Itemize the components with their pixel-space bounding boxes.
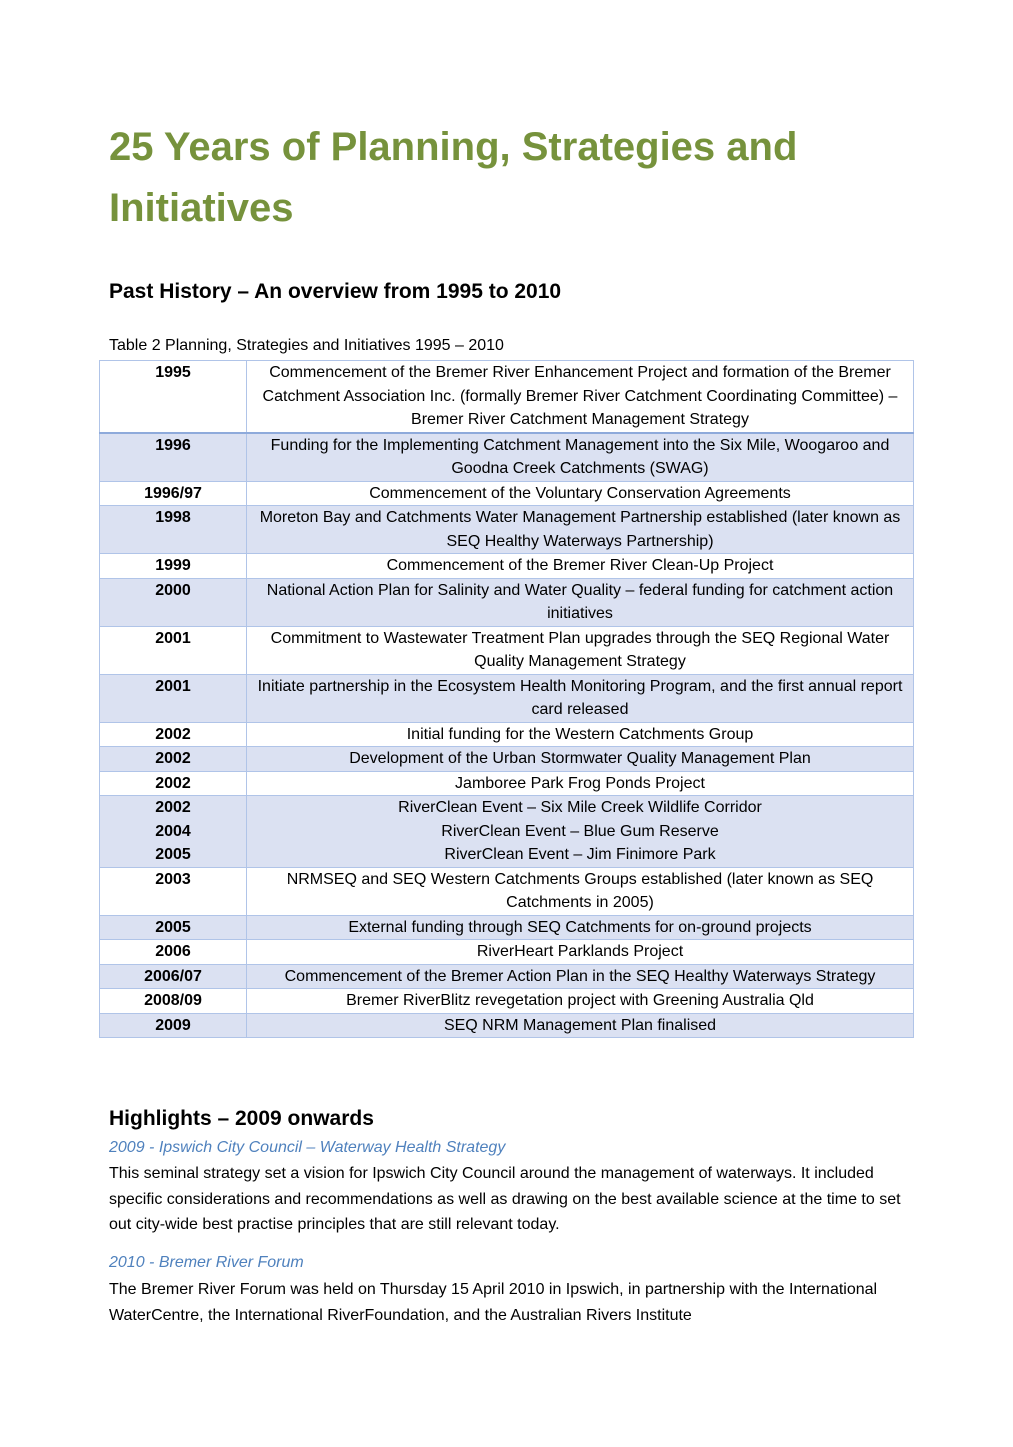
description-cell xyxy=(247,796,914,868)
description-cell xyxy=(247,867,914,915)
table-row xyxy=(100,747,914,772)
highlight-subheading: 2010 - Bremer River Forum xyxy=(109,1254,304,1271)
year-text: 2001 xyxy=(155,677,191,695)
year-text: 2005 xyxy=(155,846,191,863)
description-cell xyxy=(247,747,914,772)
year-text: 2002 xyxy=(155,774,191,792)
description-text: Bremer RiverBlitz revegetation project with Greening Australia Qld xyxy=(346,992,814,1009)
year-cell xyxy=(100,1013,247,1038)
year-cell xyxy=(100,747,247,772)
description-text: Jamboree Park Frog Ponds Project xyxy=(455,774,705,792)
year-text: 2005 xyxy=(155,918,191,936)
highlight-paragraph: This seminal strategy set a vision for Ipswich City Council around the management of waterways. It included specific considerations and recommendations as well as drawing on the best available science at the time to set out city-wide best practise principles that are still relevant today. xyxy=(109,1165,901,1233)
description-cell xyxy=(247,481,914,506)
year-cell xyxy=(100,554,247,579)
table-row xyxy=(100,940,914,965)
table-row xyxy=(100,1013,914,1038)
description-text: Commencement of the Voluntary Conservation Agreements xyxy=(369,484,791,502)
description-text: National Action Plan for Salinity and Water Quality – federal funding for catchment action initiatives xyxy=(266,581,894,622)
table-caption: Table 2 Planning, Strategies and Initiatives 1995 – 2010 xyxy=(109,337,504,354)
year-text: 1999 xyxy=(155,557,191,574)
description-cell xyxy=(247,940,914,965)
table-row xyxy=(100,867,914,915)
description-cell xyxy=(247,989,914,1014)
table-row xyxy=(100,989,914,1014)
highlight-subheading: 2009 - Ipswich City Council – Waterway Health Strategy xyxy=(109,1139,506,1156)
description-text: Commencement of the Bremer Action Plan in the SEQ Healthy Waterways Strategy xyxy=(284,967,876,985)
description-text: Moreton Bay and Catchments Water Management Partnership established (later known as SEQ Healthy Waterways Partnership) xyxy=(259,509,901,550)
highlights-heading: Highlights – 2009 onwards xyxy=(109,1107,374,1130)
table-row xyxy=(100,722,914,747)
description-text: RiverClean Event – Blue Gum Reserve xyxy=(441,822,719,840)
year-cell xyxy=(100,626,247,674)
year-cell xyxy=(100,361,247,433)
year-text: 1998 xyxy=(155,509,191,526)
table-row xyxy=(100,481,914,506)
year-cell xyxy=(100,578,247,626)
year-text: 1996/97 xyxy=(144,484,202,502)
table-row xyxy=(100,915,914,940)
description-cell xyxy=(247,578,914,626)
description-cell xyxy=(247,915,914,940)
year-cell xyxy=(100,481,247,506)
table-row xyxy=(100,506,914,554)
description-text: RiverClean Event – Six Mile Creek Wildlife Corridor xyxy=(398,799,762,816)
description-text: Initial funding for the Western Catchments Group xyxy=(406,725,754,743)
year-text: 2004 xyxy=(155,822,191,840)
year-text: 2002 xyxy=(155,750,191,767)
year-text: 2002 xyxy=(155,799,191,816)
year-cell xyxy=(100,989,247,1014)
description-text: SEQ NRM Management Plan finalised xyxy=(443,1016,717,1034)
table-row xyxy=(100,674,914,722)
table-row xyxy=(100,626,914,674)
year-cell xyxy=(100,506,247,554)
description-text: Commencement of the Bremer River Enhancement Project and formation of the Bremer Catchment Association Inc. (formally Bremer River Catchment Coordinating Committee) – Bremer River Catchment Management Strategy xyxy=(262,364,898,428)
year-text: 2006/07 xyxy=(144,967,202,985)
year-text: 1996 xyxy=(155,436,191,454)
description-text: Development of the Urban Stormwater Quality Management Plan xyxy=(349,750,811,767)
description-cell xyxy=(247,626,914,674)
description-cell xyxy=(247,361,914,433)
description-cell xyxy=(247,1013,914,1038)
table-row xyxy=(100,578,914,626)
year-text: 2009 xyxy=(155,1016,191,1034)
description-cell xyxy=(247,964,914,989)
description-text: NRMSEQ and SEQ Western Catchments Groups established (later known as SEQ Catchments in 2005) xyxy=(286,870,874,911)
description-cell xyxy=(247,674,914,722)
year-text: 2003 xyxy=(155,870,191,888)
year-cell xyxy=(100,915,247,940)
year-cell xyxy=(100,433,247,482)
description-text: Commencement of the Bremer River Clean-Up Project xyxy=(386,557,774,574)
description-cell xyxy=(247,554,914,579)
year-text: 2006 xyxy=(155,943,191,960)
table-row xyxy=(100,796,914,868)
description-text: Commitment to Wastewater Treatment Plan upgrades through the SEQ Regional Water Quality Management Strategy xyxy=(270,629,890,670)
description-cell xyxy=(247,433,914,482)
description-cell xyxy=(247,771,914,796)
table-row xyxy=(100,964,914,989)
year-text: 2001 xyxy=(155,629,191,647)
year-text: 2002 xyxy=(155,725,191,743)
table-row xyxy=(100,361,914,433)
past-history-heading: Past History – An overview from 1995 to 2010 xyxy=(109,280,562,303)
year-cell xyxy=(100,964,247,989)
description-cell xyxy=(247,506,914,554)
year-cell xyxy=(100,722,247,747)
description-text: Funding for the Implementing Catchment Management into the Six Mile, Woogaroo and Goodna Creek Catchments (SWAG) xyxy=(270,436,890,477)
description-text: RiverClean Event – Jim Finimore Park xyxy=(444,846,716,863)
timeline-table xyxy=(99,360,914,1038)
description-text: External funding through SEQ Catchments for on-ground projects xyxy=(348,918,812,936)
table-row xyxy=(100,771,914,796)
table-row xyxy=(100,554,914,579)
description-cell xyxy=(247,722,914,747)
highlight-paragraph: The Bremer River Forum was held on Thursday 15 April 2010 in Ipswich, in partnership with the International WaterCentre, the International RiverFoundation, and the Australian Rivers Institute xyxy=(109,1281,878,1324)
year-cell xyxy=(100,867,247,915)
year-text: 2008/09 xyxy=(144,992,202,1009)
year-cell xyxy=(100,771,247,796)
document-title: 25 Years of Planning, Strategies and Initiatives xyxy=(109,125,798,230)
year-cell xyxy=(100,940,247,965)
year-cell xyxy=(100,796,247,868)
year-cell xyxy=(100,674,247,722)
description-text: Initiate partnership in the Ecosystem Health Monitoring Program, and the first annual report card released xyxy=(257,677,903,718)
table-row xyxy=(100,433,914,482)
year-text: 1995 xyxy=(155,364,191,381)
description-text: RiverHeart Parklands Project xyxy=(476,943,684,960)
year-text: 2000 xyxy=(155,581,191,599)
